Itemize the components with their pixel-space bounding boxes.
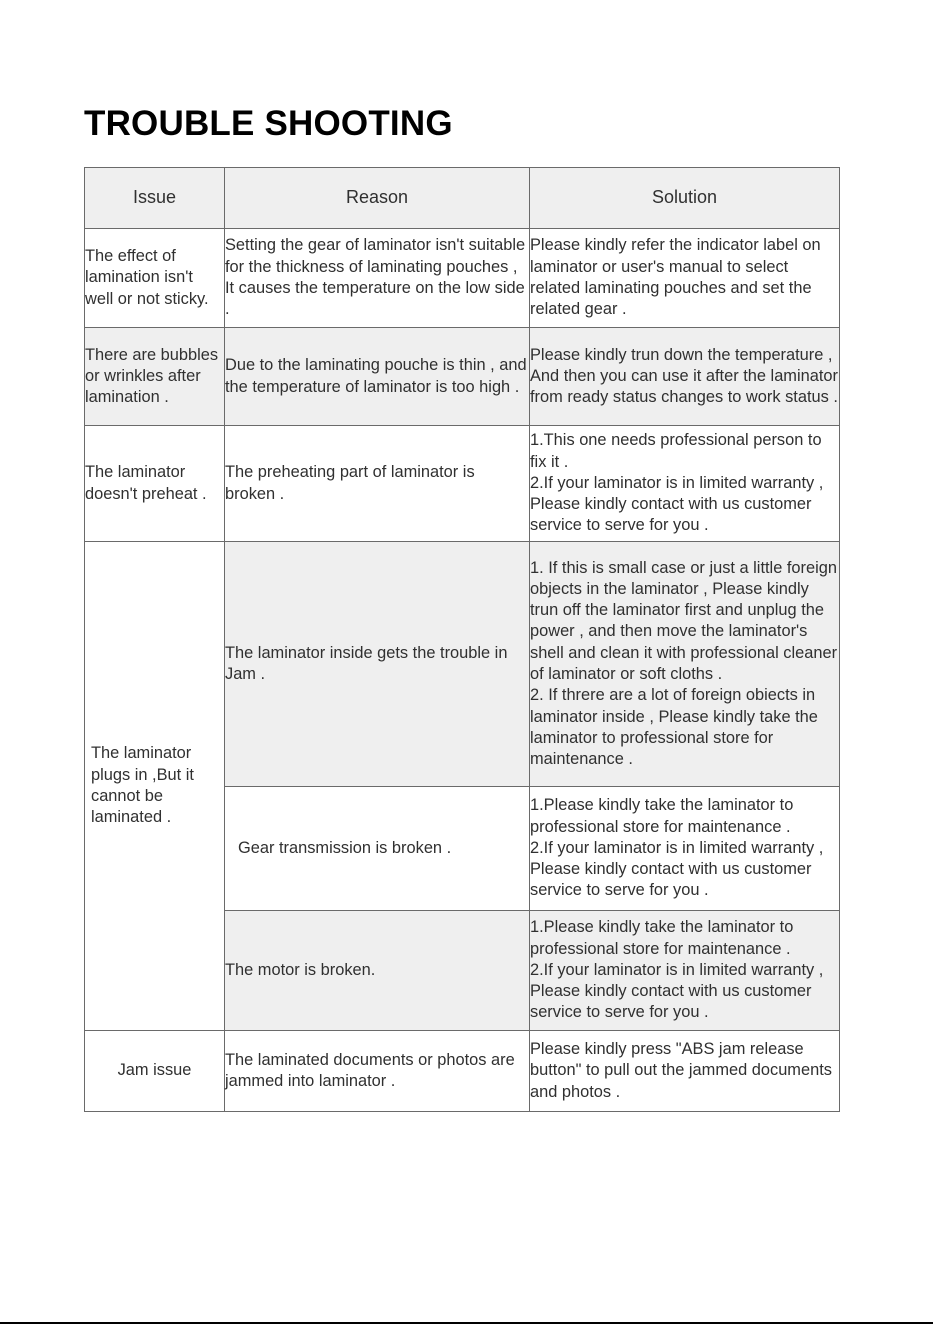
solution-cell: Please kindly trun down the temperature , And then you can use it after the laminator from ready status changes to work status . [530, 328, 840, 426]
table-row [85, 1031, 840, 1112]
solution-line: 1.This one needs professional person to fix it . [530, 431, 822, 471]
solution-cell [530, 542, 840, 787]
solution-line: 2.If your laminator is in limited warranty , Please kindly contact with us customer service to serve for you . [530, 838, 824, 900]
solution-line: 1.Please kindly take the laminator to professional store for maintenance . [530, 918, 794, 958]
solution-cell: Please kindly press "ABS jam release button" to pull out the jammed documents and photos . [530, 1031, 840, 1112]
page-title: TROUBLE SHOOTING [84, 104, 453, 143]
reason-cell: The motor is broken. [225, 911, 530, 1031]
table-header-row [85, 168, 840, 229]
solution-cell [530, 911, 840, 1031]
reason-cell: The laminator inside gets the trouble in Jam . [225, 542, 530, 787]
solution-cell [530, 426, 840, 542]
solution-line: 2. If threre are a lot of foreign obiects in laminator inside , Please kindly take the laminator to professional store for maintenance . [530, 686, 818, 769]
table-row [85, 542, 840, 787]
solution-cell: Please kindly refer the indicator label on laminator or user's manual to select related laminating pouches and set the related gear . [530, 229, 840, 328]
reason-cell: Gear transmission is broken . [225, 787, 530, 911]
reason-cell: The laminated documents or photos are jammed into laminator . [225, 1031, 530, 1112]
solution-line: 2.If your laminator is in limited warranty , Please kindly contact with us customer service to serve for you . [530, 473, 824, 535]
troubleshooting-table [84, 167, 840, 1112]
issue-cell: The laminator doesn't preheat . [85, 426, 225, 542]
header-issue: Issue [85, 168, 225, 229]
solution-cell [530, 787, 840, 911]
solution-line: 1.Please kindly take the laminator to professional store for maintenance . [530, 796, 794, 836]
header-reason: Reason [225, 168, 530, 229]
header-solution: Solution [530, 168, 840, 229]
table-row [85, 328, 840, 426]
issue-cell: The effect of lamination isn't well or not sticky. [85, 229, 225, 328]
reason-cell: Setting the gear of laminator isn't suitable for the thickness of laminating pouches , It causes the temperature on the low side . [225, 229, 530, 328]
issue-cell: Jam issue [85, 1031, 225, 1112]
solution-line: 2.If your laminator is in limited warranty , Please kindly contact with us customer service to serve for you . [530, 960, 824, 1022]
issue-cell: The laminator plugs in ,But it cannot be laminated . [85, 542, 225, 1031]
issue-cell: There are bubbles or wrinkles after lamination . [85, 328, 225, 426]
table-row [85, 426, 840, 542]
solution-line: 1. If this is small case or just a little foreign objects in the laminator , Please kindly trun off the laminator first and unplug the power , and then move the laminator's shell and clean it with professional cleaner of laminator or soft cloths . [530, 558, 838, 683]
reason-cell: The preheating part of laminator is broken . [225, 426, 530, 542]
reason-cell: Due to the laminating pouche is thin , and the temperature of laminator is too high . [225, 328, 530, 426]
table-row [85, 229, 840, 328]
